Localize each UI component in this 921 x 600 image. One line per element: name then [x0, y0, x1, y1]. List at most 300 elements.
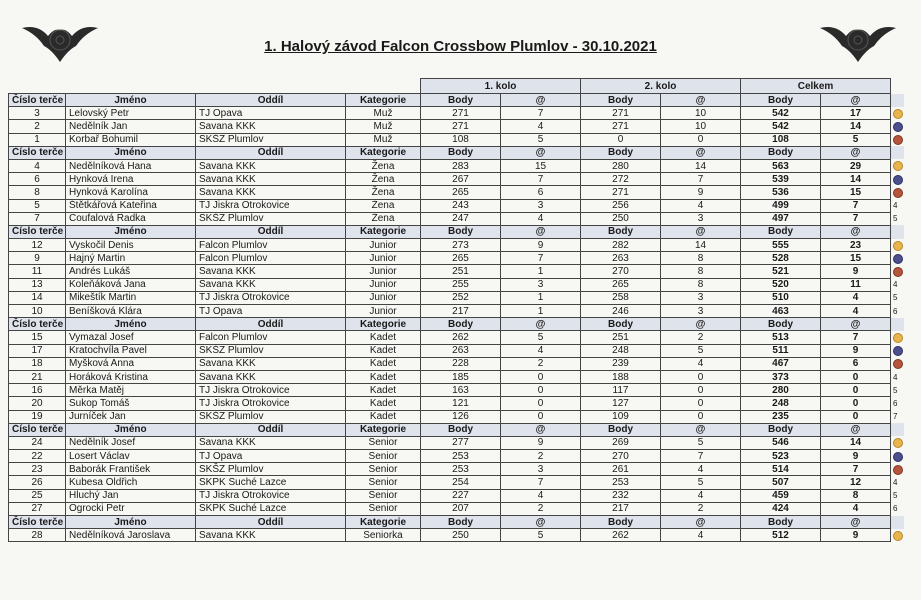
- column-category: Kategorie: [346, 225, 421, 238]
- cell-r2-points: 282: [581, 239, 661, 252]
- spacer: [891, 318, 905, 331]
- cell-total-at: 9: [821, 529, 891, 542]
- cell-r1-points: 251: [421, 265, 501, 278]
- cell-r1-at: 7: [501, 173, 581, 186]
- cell-number: 2: [9, 120, 66, 133]
- column-club: Oddíl: [196, 423, 346, 436]
- cell-name: Vymazal Josef: [66, 331, 196, 344]
- cell-r2-points: 250: [581, 212, 661, 225]
- table-row: [9, 384, 905, 397]
- column-total-points: Body: [741, 516, 821, 529]
- cell-r1-at: 9: [501, 239, 581, 252]
- cell-total-at: 5: [821, 133, 891, 146]
- cell-r2-points: 246: [581, 305, 661, 318]
- cell-number: 22: [9, 450, 66, 463]
- cell-club: Savana KKK: [196, 186, 346, 199]
- cell-total-at: 4: [821, 502, 891, 515]
- cell-r1-at: 7: [501, 252, 581, 265]
- table-row: [9, 502, 905, 515]
- cell-r1-points: 262: [421, 331, 501, 344]
- cell-total-at: 14: [821, 173, 891, 186]
- section-header-row: [9, 146, 905, 159]
- column-total-points: Body: [741, 423, 821, 436]
- cell-number: 21: [9, 370, 66, 383]
- cell-category: Junior: [346, 305, 421, 318]
- section-header-row: [9, 423, 905, 436]
- cell-name: Nedělníková Hana: [66, 159, 196, 172]
- cell-total-points: 555: [741, 239, 821, 252]
- cell-r2-at: 8: [661, 278, 741, 291]
- cell-total-at: 0: [821, 410, 891, 423]
- medal-icon-bronze: [891, 186, 905, 199]
- cell-number: 5: [9, 199, 66, 212]
- gold-medal-icon: [893, 438, 903, 448]
- cell-total-at: 17: [821, 107, 891, 120]
- cell-name: Baborák František: [66, 463, 196, 476]
- cell-r2-at: 0: [661, 370, 741, 383]
- cell-r2-points: 109: [581, 410, 661, 423]
- cell-r2-at: 8: [661, 265, 741, 278]
- bronze-medal-icon: [893, 465, 903, 475]
- cell-number: 25: [9, 489, 66, 502]
- cell-r2-points: 188: [581, 370, 661, 383]
- column-club: Oddíl: [196, 146, 346, 159]
- cell-total-points: 563: [741, 159, 821, 172]
- medal-icon-gold: [891, 239, 905, 252]
- cell-r2-at: 4: [661, 489, 741, 502]
- cell-r2-at: 4: [661, 529, 741, 542]
- cell-name: Lelovský Petr: [66, 107, 196, 120]
- cell-club: Falcon Plumlov: [196, 239, 346, 252]
- cell-r1-points: 271: [421, 107, 501, 120]
- spacer: [891, 146, 905, 159]
- cell-r1-points: 254: [421, 476, 501, 489]
- column-r2-points: Body: [581, 423, 661, 436]
- cell-r1-points: 207: [421, 502, 501, 515]
- cell-r2-at: 2: [661, 502, 741, 515]
- cell-number: 8: [9, 186, 66, 199]
- cell-total-at: 7: [821, 331, 891, 344]
- table-row: [9, 331, 905, 344]
- cell-r1-points: 185: [421, 370, 501, 383]
- cell-total-at: 11: [821, 278, 891, 291]
- cell-total-at: 9: [821, 344, 891, 357]
- cell-number: 6: [9, 173, 66, 186]
- cell-r2-at: 7: [661, 173, 741, 186]
- cell-club: SKŠZ Plumlov: [196, 212, 346, 225]
- cell-r2-at: 4: [661, 199, 741, 212]
- cell-number: 19: [9, 410, 66, 423]
- cell-total-points: 108: [741, 133, 821, 146]
- gold-medal-icon: [893, 241, 903, 251]
- medal-icon-bronze: [891, 265, 905, 278]
- cell-name: Hluchý Jan: [66, 489, 196, 502]
- cell-r1-at: 0: [501, 384, 581, 397]
- cell-category: Kadet: [346, 410, 421, 423]
- cell-total-points: 497: [741, 212, 821, 225]
- results-table: [8, 78, 905, 542]
- column-r1-at: @: [501, 146, 581, 159]
- cell-number: 28: [9, 529, 66, 542]
- cell-r2-at: 0: [661, 133, 741, 146]
- cell-total-at: 9: [821, 265, 891, 278]
- cell-r2-at: 10: [661, 107, 741, 120]
- cell-category: Kadet: [346, 370, 421, 383]
- medal-icon-silver: [891, 173, 905, 186]
- cell-number: 11: [9, 265, 66, 278]
- cell-total-at: 7: [821, 463, 891, 476]
- cell-total-at: 23: [821, 239, 891, 252]
- cell-r2-points: 271: [581, 186, 661, 199]
- cell-total-at: 0: [821, 397, 891, 410]
- cell-category: Senior: [346, 489, 421, 502]
- cell-total-points: 512: [741, 529, 821, 542]
- cell-number: 27: [9, 502, 66, 515]
- table-row: [9, 212, 905, 225]
- cell-number: 7: [9, 212, 66, 225]
- cell-total-at: 4: [821, 291, 891, 304]
- cell-r1-at: 1: [501, 265, 581, 278]
- column-r2-at: @: [661, 146, 741, 159]
- column-r1-at: @: [501, 318, 581, 331]
- cell-number: 26: [9, 476, 66, 489]
- cell-club: SKPK Suché Lazce: [196, 502, 346, 515]
- column-name: Jméno: [66, 225, 196, 238]
- cell-r1-at: 5: [501, 331, 581, 344]
- bronze-medal-icon: [893, 188, 903, 198]
- cell-total-points: 467: [741, 357, 821, 370]
- silver-medal-icon: [893, 254, 903, 264]
- column-club: Oddíl: [196, 225, 346, 238]
- cell-r2-at: 3: [661, 291, 741, 304]
- column-club: Oddíl: [196, 94, 346, 107]
- cell-r2-at: 5: [661, 476, 741, 489]
- cell-total-points: 511: [741, 344, 821, 357]
- cell-total-points: 463: [741, 305, 821, 318]
- cell-r1-points: 227: [421, 489, 501, 502]
- cell-r1-points: 267: [421, 173, 501, 186]
- cell-total-points: 499: [741, 199, 821, 212]
- cell-total-points: 521: [741, 265, 821, 278]
- gold-medal-icon: [893, 333, 903, 343]
- page-title: 1. Halový závod Falcon Crossbow Plumlov - 30.10.2021: [264, 38, 657, 55]
- cell-category: Junior: [346, 239, 421, 252]
- cell-r1-points: 253: [421, 463, 501, 476]
- cell-club: TJ Jiskra Otrokovice: [196, 489, 346, 502]
- cell-total-points: 513: [741, 331, 821, 344]
- cell-r2-points: 271: [581, 107, 661, 120]
- cell-r2-at: 5: [661, 436, 741, 449]
- cell-total-at: 7: [821, 212, 891, 225]
- cell-total-at: 14: [821, 120, 891, 133]
- section-header-row: [9, 225, 905, 238]
- cell-r1-points: 121: [421, 397, 501, 410]
- cell-total-at: 14: [821, 436, 891, 449]
- cell-club: Savana KKK: [196, 173, 346, 186]
- cell-total-points: 542: [741, 107, 821, 120]
- table-row: [9, 450, 905, 463]
- column-category: Kategorie: [346, 146, 421, 159]
- rank-number: 6: [893, 504, 898, 514]
- cell-name: Hynková Irena: [66, 173, 196, 186]
- cell-r1-points: 252: [421, 291, 501, 304]
- column-category: Kategorie: [346, 516, 421, 529]
- cell-number: 4: [9, 159, 66, 172]
- column-number: Číslo terče: [9, 318, 66, 331]
- cell-club: Falcon Plumlov: [196, 331, 346, 344]
- cell-club: TJ Jiskra Otrokovice: [196, 291, 346, 304]
- silver-medal-icon: [893, 346, 903, 356]
- table-row: [9, 476, 905, 489]
- table-row: [9, 305, 905, 318]
- cell-r2-at: 2: [661, 331, 741, 344]
- column-name: Jméno: [66, 516, 196, 529]
- gold-medal-icon: [893, 109, 903, 119]
- cell-category: Junior: [346, 252, 421, 265]
- cell-name: Korbař Bohumil: [66, 133, 196, 146]
- table-row: [9, 173, 905, 186]
- column-r2-points: Body: [581, 146, 661, 159]
- cell-r2-at: 9: [661, 186, 741, 199]
- cell-club: Savana KKK: [196, 436, 346, 449]
- cell-category: Senior: [346, 450, 421, 463]
- cell-r1-at: 5: [501, 133, 581, 146]
- cell-club: TJ Opava: [196, 450, 346, 463]
- column-number: Číslo terče: [9, 225, 66, 238]
- column-r1-points: Body: [421, 225, 501, 238]
- spacer: [891, 94, 905, 107]
- cell-name: Hynková Karolína: [66, 186, 196, 199]
- cell-total-at: 9: [821, 450, 891, 463]
- cell-r2-points: 271: [581, 120, 661, 133]
- column-total-points: Body: [741, 318, 821, 331]
- cell-total-at: 6: [821, 357, 891, 370]
- cell-r1-at: 15: [501, 159, 581, 172]
- group-total: Celkem: [741, 79, 891, 94]
- cell-r1-at: 5: [501, 529, 581, 542]
- table-row: [9, 159, 905, 172]
- cell-name: Nedělník Jan: [66, 120, 196, 133]
- table-row: [9, 357, 905, 370]
- medal-icon-bronze: [891, 133, 905, 146]
- column-r1-at: @: [501, 225, 581, 238]
- column-total-at: @: [821, 94, 891, 107]
- cell-club: SKŠZ Plumlov: [196, 344, 346, 357]
- medal-icon-gold: [891, 529, 905, 542]
- table-row: [9, 436, 905, 449]
- cell-r2-at: 5: [661, 344, 741, 357]
- column-total-points: Body: [741, 146, 821, 159]
- column-name: Jméno: [66, 146, 196, 159]
- cell-r1-at: 4: [501, 212, 581, 225]
- cell-name: Vyskočil Denis: [66, 239, 196, 252]
- cell-r1-at: 1: [501, 291, 581, 304]
- medal-icon-gold: [891, 331, 905, 344]
- cell-r1-points: 263: [421, 344, 501, 357]
- column-r2-points: Body: [581, 225, 661, 238]
- column-category: Kategorie: [346, 423, 421, 436]
- cell-name: Myšková Anna: [66, 357, 196, 370]
- cell-club: Savana KKK: [196, 370, 346, 383]
- cell-club: Savana KKK: [196, 357, 346, 370]
- cell-r1-points: 271: [421, 120, 501, 133]
- column-r2-points: Body: [581, 94, 661, 107]
- cell-category: Žena: [346, 173, 421, 186]
- rank-number: 5: [893, 293, 898, 303]
- cell-r1-points: 243: [421, 199, 501, 212]
- section-header-row: [9, 318, 905, 331]
- cell-category: Žena: [346, 199, 421, 212]
- cell-total-points: 520: [741, 278, 821, 291]
- column-r1-points: Body: [421, 423, 501, 436]
- cell-r1-points: 247: [421, 212, 501, 225]
- gold-medal-icon: [893, 161, 903, 171]
- column-r2-at: @: [661, 225, 741, 238]
- gold-medal-icon: [893, 531, 903, 541]
- cell-name: Štětkářová Kateřina: [66, 199, 196, 212]
- column-total-at: @: [821, 318, 891, 331]
- cell-r2-points: 253: [581, 476, 661, 489]
- rank-number: 4: [893, 372, 898, 382]
- column-r1-points: Body: [421, 516, 501, 529]
- cell-name: Měrka Matěj: [66, 384, 196, 397]
- cell-r2-points: 270: [581, 450, 661, 463]
- cell-total-points: 280: [741, 384, 821, 397]
- cell-name: Horáková Kristina: [66, 370, 196, 383]
- cell-r1-points: 277: [421, 436, 501, 449]
- column-r1-at: @: [501, 423, 581, 436]
- cell-r1-at: 6: [501, 186, 581, 199]
- cell-club: SKŠZ Plumlov: [196, 463, 346, 476]
- column-number: Číslo terče: [9, 516, 66, 529]
- medal-icon-gold: [891, 436, 905, 449]
- cell-total-points: 523: [741, 450, 821, 463]
- cell-r2-points: 270: [581, 265, 661, 278]
- column-name: Jméno: [66, 423, 196, 436]
- cell-r1-points: 126: [421, 410, 501, 423]
- cell-total-points: 546: [741, 436, 821, 449]
- cell-club: Savana KKK: [196, 278, 346, 291]
- column-r1-points: Body: [421, 94, 501, 107]
- cell-r2-points: 280: [581, 159, 661, 172]
- table-row: [9, 107, 905, 120]
- column-r1-points: Body: [421, 146, 501, 159]
- column-total-points: Body: [741, 94, 821, 107]
- column-total-at: @: [821, 423, 891, 436]
- cell-r1-at: 4: [501, 489, 581, 502]
- cell-total-points: 507: [741, 476, 821, 489]
- cell-total-at: 8: [821, 489, 891, 502]
- table-row: [9, 344, 905, 357]
- cell-r2-points: 239: [581, 357, 661, 370]
- cell-category: Muž: [346, 133, 421, 146]
- cell-r2-at: 3: [661, 305, 741, 318]
- cell-total-points: 424: [741, 502, 821, 515]
- cell-r1-at: 1: [501, 305, 581, 318]
- falcon-logo-left: [18, 6, 102, 68]
- cell-club: TJ Jiskra Otrokovice: [196, 397, 346, 410]
- section-header-row: [9, 94, 905, 107]
- column-r1-at: @: [501, 94, 581, 107]
- medal-icon-bronze: [891, 357, 905, 370]
- medal-icon-silver: [891, 252, 905, 265]
- spacer: [891, 516, 905, 529]
- cell-r1-at: 7: [501, 476, 581, 489]
- cell-total-points: 536: [741, 186, 821, 199]
- cell-category: Seniorka: [346, 529, 421, 542]
- column-total-at: @: [821, 516, 891, 529]
- spacer: [891, 225, 905, 238]
- rank-number: 5: [893, 385, 898, 395]
- column-r2-points: Body: [581, 516, 661, 529]
- table-row: [9, 410, 905, 423]
- cell-r1-at: 0: [501, 410, 581, 423]
- cell-r1-points: 163: [421, 384, 501, 397]
- table-row: [9, 529, 905, 542]
- cell-r1-at: 4: [501, 344, 581, 357]
- cell-name: Beníšková Klára: [66, 305, 196, 318]
- cell-number: 16: [9, 384, 66, 397]
- cell-r2-at: 0: [661, 384, 741, 397]
- cell-total-points: 235: [741, 410, 821, 423]
- cell-r2-points: 262: [581, 529, 661, 542]
- cell-total-points: 542: [741, 120, 821, 133]
- cell-r2-points: 272: [581, 173, 661, 186]
- cell-category: Muž: [346, 120, 421, 133]
- cell-r2-points: 248: [581, 344, 661, 357]
- cell-category: Muž: [346, 107, 421, 120]
- cell-category: Junior: [346, 291, 421, 304]
- column-number: Číslo terče: [9, 146, 66, 159]
- bronze-medal-icon: [893, 359, 903, 369]
- table-row: [9, 397, 905, 410]
- cell-r1-points: 283: [421, 159, 501, 172]
- cell-category: Kadet: [346, 344, 421, 357]
- cell-total-points: 539: [741, 173, 821, 186]
- table-row: [9, 265, 905, 278]
- cell-number: 1: [9, 133, 66, 146]
- column-r2-points: Body: [581, 318, 661, 331]
- table-row: [9, 489, 905, 502]
- cell-r2-points: 269: [581, 436, 661, 449]
- cell-club: Savana KKK: [196, 529, 346, 542]
- cell-category: Žena: [346, 159, 421, 172]
- column-number: Číslo terče: [9, 423, 66, 436]
- cell-club: SKŠZ Plumlov: [196, 133, 346, 146]
- medal-icon-silver: [891, 450, 905, 463]
- cell-name: Kratochvíla Pavel: [66, 344, 196, 357]
- table-row: [9, 239, 905, 252]
- cell-total-points: 459: [741, 489, 821, 502]
- cell-category: Junior: [346, 278, 421, 291]
- cell-r2-points: 251: [581, 331, 661, 344]
- cell-number: 17: [9, 344, 66, 357]
- cell-name: Coufalová Radka: [66, 212, 196, 225]
- cell-total-at: 0: [821, 384, 891, 397]
- cell-r1-points: 217: [421, 305, 501, 318]
- column-r1-points: Body: [421, 318, 501, 331]
- table-row: [9, 199, 905, 212]
- column-category: Kategorie: [346, 94, 421, 107]
- cell-number: 18: [9, 357, 66, 370]
- column-r2-at: @: [661, 423, 741, 436]
- table-row: [9, 278, 905, 291]
- cell-total-at: 15: [821, 252, 891, 265]
- cell-r1-at: 0: [501, 397, 581, 410]
- cell-number: 14: [9, 291, 66, 304]
- cell-number: 9: [9, 252, 66, 265]
- column-r2-at: @: [661, 318, 741, 331]
